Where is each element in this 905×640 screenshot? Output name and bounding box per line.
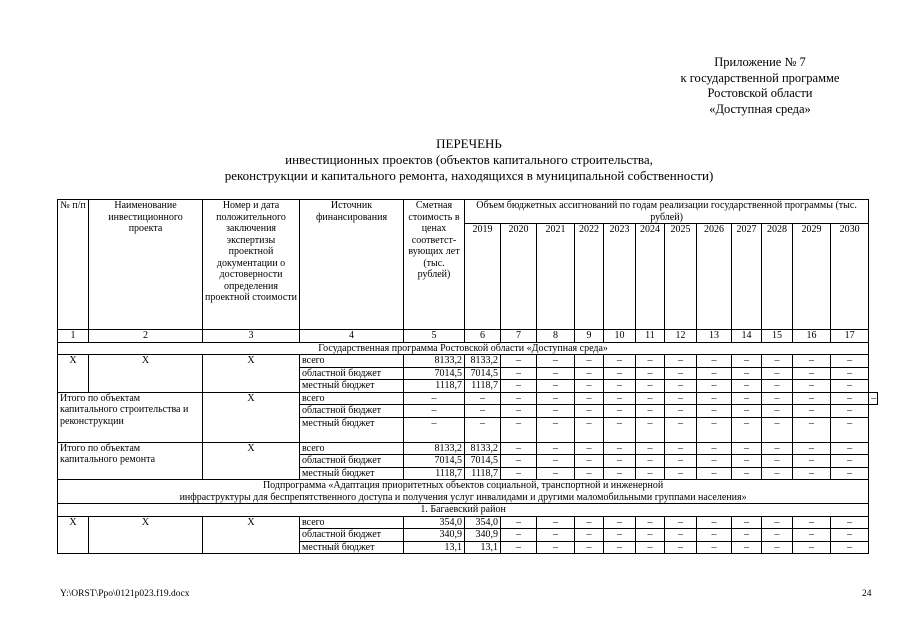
dash-cell: –: [501, 455, 537, 468]
dash-cell: –: [575, 367, 604, 380]
appendix-line: Приложение № 7: [714, 55, 806, 69]
column-numbers-row: [58, 330, 878, 343]
dash-cell: –: [604, 380, 636, 393]
dash-cell: –: [636, 405, 665, 418]
header-expertise: Номер и дата положительного заключения экспертизы проектной документации о достоверности определения проектной стоимости: [203, 200, 300, 330]
source-label: местный бюджет: [300, 541, 404, 554]
dash-cell: –: [404, 392, 465, 405]
dash-cell: –: [762, 516, 793, 529]
source-label: всего: [300, 392, 404, 405]
dash-cell: –: [501, 529, 537, 542]
dash-cell: –: [537, 380, 575, 393]
header-year: 2023: [604, 224, 636, 330]
header-year: 2025: [665, 224, 697, 330]
dash-cell: –: [575, 541, 604, 554]
header-name: Наименование инвестиционного проекта: [89, 200, 203, 330]
dash-cell: –: [575, 380, 604, 393]
dash-cell: –: [697, 417, 732, 442]
dash-cell: –: [537, 405, 575, 418]
dash-cell: –: [465, 405, 501, 418]
dash-cell: –: [762, 392, 793, 405]
source-label: всего: [300, 355, 404, 368]
header-year: 2028: [762, 224, 793, 330]
cell-x: Х: [203, 355, 300, 393]
source-label: областной бюджет: [300, 367, 404, 380]
header-year: 2029: [793, 224, 831, 330]
dash-cell: –: [762, 367, 793, 380]
dash-cell: –: [831, 380, 869, 393]
dash-cell: –: [636, 529, 665, 542]
col-number: 11: [636, 330, 665, 343]
col-number: 1: [58, 330, 89, 343]
dash-cell: –: [831, 455, 869, 468]
dash-cell: –: [604, 405, 636, 418]
dash-cell: –: [537, 367, 575, 380]
dash-cell: –: [636, 355, 665, 368]
table-row: [58, 355, 878, 368]
appendix-line: «Доступная среда»: [709, 101, 811, 116]
dash-cell: –: [732, 417, 762, 442]
col-number: 3: [203, 330, 300, 343]
col-number: 15: [762, 330, 793, 343]
dash-cell: –: [665, 367, 697, 380]
dash-cell: –: [831, 367, 869, 380]
dash-cell: –: [636, 367, 665, 380]
dash-cell: –: [537, 442, 575, 455]
cell-x: Х: [89, 355, 203, 393]
dash-cell: –: [537, 355, 575, 368]
section-row: [58, 504, 878, 517]
dash-cell: –: [697, 380, 732, 393]
investment-projects-table: [57, 199, 878, 554]
district-title: 1. Багаевский район: [58, 504, 869, 517]
header-num: № п/п: [58, 200, 89, 330]
dash-cell: –: [793, 392, 831, 405]
dash-cell: –: [697, 442, 732, 455]
dash-cell: –: [501, 541, 537, 554]
dash-cell: –: [697, 455, 732, 468]
cost-value: 1118,7: [404, 380, 465, 393]
dash-cell: –: [793, 467, 831, 480]
dash-cell: –: [465, 417, 501, 442]
cost-value: 8133,2: [404, 442, 465, 455]
title-line: реконструкции и капитального ремонта, находящихся в муниципальной собственности): [224, 168, 714, 183]
cell-x: Х: [203, 392, 300, 442]
dash-cell: –: [762, 467, 793, 480]
dash-cell: –: [604, 516, 636, 529]
dash-cell: –: [762, 455, 793, 468]
source-label: местный бюджет: [300, 467, 404, 480]
dash-cell: –: [793, 417, 831, 442]
dash-cell: –: [793, 442, 831, 455]
cost-value: 8133,2: [404, 355, 465, 368]
dash-cell: –: [575, 467, 604, 480]
dash-cell: –: [575, 417, 604, 442]
dash-cell: –: [793, 541, 831, 554]
dash-cell: –: [575, 355, 604, 368]
cost-value: 1118,7: [404, 467, 465, 480]
dash-cell: –: [537, 455, 575, 468]
dash-cell: –: [636, 417, 665, 442]
header-year: 2024: [636, 224, 665, 330]
appendix-block: [640, 55, 880, 117]
dash-cell: –: [831, 467, 869, 480]
dash-cell: –: [732, 455, 762, 468]
document-title: [60, 136, 878, 184]
cell-x: Х: [203, 442, 300, 480]
cost-value: 354,0: [404, 516, 465, 529]
col-number: 7: [501, 330, 537, 343]
col-number: 4: [300, 330, 404, 343]
dash-cell: –: [762, 417, 793, 442]
dash-cell: –: [604, 392, 636, 405]
dash-cell: –: [501, 367, 537, 380]
dash-cell: –: [732, 541, 762, 554]
dash-cell: –: [732, 392, 762, 405]
dash-cell: –: [697, 405, 732, 418]
dash-cell: –: [604, 455, 636, 468]
dash-cell: –: [537, 529, 575, 542]
dash-cell: –: [404, 405, 465, 418]
appendix-line: Ростовской области: [707, 86, 813, 100]
dash-cell: –: [604, 355, 636, 368]
year-value: 13,1: [465, 541, 501, 554]
dash-cell: –: [793, 405, 831, 418]
col-number: 2: [89, 330, 203, 343]
dash-cell: –: [762, 442, 793, 455]
cell-x: Х: [89, 516, 203, 554]
year-value: 1118,7: [465, 380, 501, 393]
dash-cell: –: [831, 442, 869, 455]
header-year: 2019: [465, 224, 501, 330]
source-label: областной бюджет: [300, 455, 404, 468]
dash-cell: –: [697, 392, 732, 405]
dash-cell: –: [831, 405, 869, 418]
dash-cell: –: [732, 355, 762, 368]
construction-total-label: Итого по объектам капитального строительства и реконструкции: [58, 392, 203, 442]
dash-cell: –: [793, 355, 831, 368]
page-number: 24: [862, 589, 872, 599]
header-year: 2022: [575, 224, 604, 330]
dash-cell: –: [665, 380, 697, 393]
col-number: 16: [793, 330, 831, 343]
source-label: областной бюджет: [300, 529, 404, 542]
dash-cell: –: [537, 541, 575, 554]
dash-cell: –: [501, 417, 537, 442]
header-volume: Объем бюджетных ассигнований по годам реализации государственной программы (тыс. рублей): [465, 200, 869, 224]
dash-cell: –: [501, 467, 537, 480]
dash-cell: –: [636, 455, 665, 468]
dash-cell: –: [575, 392, 604, 405]
dash-cell: –: [665, 405, 697, 418]
dash-cell: –: [732, 380, 762, 393]
dash-cell: –: [604, 367, 636, 380]
title-line: инвестиционных проектов (объектов капитального строительства,: [285, 152, 653, 167]
year-value: 7014,5: [465, 455, 501, 468]
dash-cell: –: [665, 467, 697, 480]
dash-cell: –: [604, 442, 636, 455]
col-number: 6: [465, 330, 501, 343]
dash-cell: –: [665, 442, 697, 455]
dash-cell: –: [636, 516, 665, 529]
dash-cell: –: [665, 392, 697, 405]
year-value: 354,0: [465, 516, 501, 529]
col-number: 17: [831, 330, 869, 343]
dash-cell: –: [831, 541, 869, 554]
header-year: 2021: [537, 224, 575, 330]
dash-cell: –: [575, 529, 604, 542]
dash-cell: –: [831, 355, 869, 368]
dash-cell: –: [636, 392, 665, 405]
dash-cell: –: [575, 405, 604, 418]
dash-cell: –: [575, 516, 604, 529]
dash-cell: –: [636, 467, 665, 480]
year-value: 8133,2: [465, 355, 501, 368]
dash-cell: –: [762, 380, 793, 393]
section-row: [58, 342, 878, 355]
dash-cell: –: [697, 367, 732, 380]
table-row: [58, 392, 878, 405]
dash-cell: –: [604, 467, 636, 480]
year-value: 1118,7: [465, 467, 501, 480]
subprogram-title: [58, 480, 869, 504]
source-label: местный бюджет: [300, 417, 404, 442]
dash-cell: –: [831, 417, 869, 442]
dash-cell: –: [732, 442, 762, 455]
dash-cell: –: [537, 417, 575, 442]
dash-cell: –: [604, 529, 636, 542]
header-year: 2020: [501, 224, 537, 330]
col-number: 9: [575, 330, 604, 343]
dash-cell: –: [501, 405, 537, 418]
col-number: 12: [665, 330, 697, 343]
source-label: всего: [300, 516, 404, 529]
cost-value: 340,9: [404, 529, 465, 542]
year-value: 340,9: [465, 529, 501, 542]
dash-cell: –: [793, 455, 831, 468]
header-cost: Сметная стоимость в ценах соответст-вующих лет (тыс. рублей): [404, 200, 465, 330]
dash-cell: –: [665, 541, 697, 554]
dash-cell: –: [537, 392, 575, 405]
dash-cell: –: [501, 442, 537, 455]
dash-cell: –: [636, 380, 665, 393]
dash-cell: –: [697, 529, 732, 542]
year-value: 7014,5: [465, 367, 501, 380]
dash-cell: –: [762, 529, 793, 542]
dash-cell: –: [732, 529, 762, 542]
cost-value: 7014,5: [404, 455, 465, 468]
appendix-line: к государственной программе: [680, 70, 840, 85]
dash-cell: –: [831, 529, 869, 542]
dash-cell: –: [697, 355, 732, 368]
dash-cell: –: [575, 455, 604, 468]
dash-cell: –: [793, 380, 831, 393]
col-number: 5: [404, 330, 465, 343]
dash-cell: –: [604, 541, 636, 554]
dash-cell: –: [793, 529, 831, 542]
dash-cell: –: [404, 417, 465, 442]
source-label: местный бюджет: [300, 380, 404, 393]
dash-cell: –: [732, 467, 762, 480]
file-path: Y:\ORST\Ppo\0121p023.f19.docx: [60, 589, 190, 599]
dash-cell: –: [869, 392, 878, 405]
header-year: 2026: [697, 224, 732, 330]
dash-cell: –: [501, 380, 537, 393]
dash-cell: –: [665, 355, 697, 368]
dash-cell: –: [831, 392, 869, 405]
dash-cell: –: [697, 516, 732, 529]
dash-cell: –: [537, 467, 575, 480]
table-row: [58, 516, 878, 529]
dash-cell: –: [697, 467, 732, 480]
dash-cell: –: [501, 516, 537, 529]
dash-cell: –: [762, 405, 793, 418]
header-year: 2027: [732, 224, 762, 330]
dash-cell: –: [575, 442, 604, 455]
program-title: Государственная программа Ростовской области «Доступная среда»: [58, 342, 869, 355]
cell-x: Х: [58, 516, 89, 554]
source-label: всего: [300, 442, 404, 455]
cell-x: Х: [203, 516, 300, 554]
dash-cell: –: [793, 516, 831, 529]
header-year: 2030: [831, 224, 869, 330]
col-number: 14: [732, 330, 762, 343]
dash-cell: –: [501, 355, 537, 368]
table-row: [58, 442, 878, 455]
dash-cell: –: [665, 417, 697, 442]
header-row: [58, 200, 878, 224]
col-number: 8: [537, 330, 575, 343]
col-number: 10: [604, 330, 636, 343]
dash-cell: –: [831, 516, 869, 529]
dash-cell: –: [537, 516, 575, 529]
cost-value: 13,1: [404, 541, 465, 554]
dash-cell: –: [501, 392, 537, 405]
dash-cell: –: [732, 516, 762, 529]
dash-cell: –: [465, 392, 501, 405]
repair-total-label: Итого по объектам капитального ремонта: [58, 442, 203, 480]
dash-cell: –: [665, 529, 697, 542]
dash-cell: –: [732, 405, 762, 418]
dash-cell: –: [604, 417, 636, 442]
dash-cell: –: [665, 455, 697, 468]
source-label: областной бюджет: [300, 405, 404, 418]
dash-cell: –: [793, 367, 831, 380]
subprogram-line: инфраструктуры для беспрепятственного доступа и получения услуг инвалидами и другими маломобильными группами населения»: [179, 491, 747, 503]
cost-value: 7014,5: [404, 367, 465, 380]
col-number: 13: [697, 330, 732, 343]
dash-cell: –: [665, 516, 697, 529]
dash-cell: –: [636, 541, 665, 554]
dash-cell: –: [697, 541, 732, 554]
dash-cell: –: [762, 541, 793, 554]
year-value: 8133,2: [465, 442, 501, 455]
dash-cell: –: [636, 442, 665, 455]
header-source: Источник финансирования: [300, 200, 404, 330]
cell-x: Х: [58, 355, 89, 393]
title-line: ПЕРЕЧЕНЬ: [436, 136, 502, 151]
subprogram-line: Подпрограмма «Адаптация приоритетных объектов социальной, транспортной и инженерной: [262, 480, 664, 491]
section-row: [58, 480, 878, 504]
dash-cell: –: [732, 367, 762, 380]
dash-cell: –: [762, 355, 793, 368]
